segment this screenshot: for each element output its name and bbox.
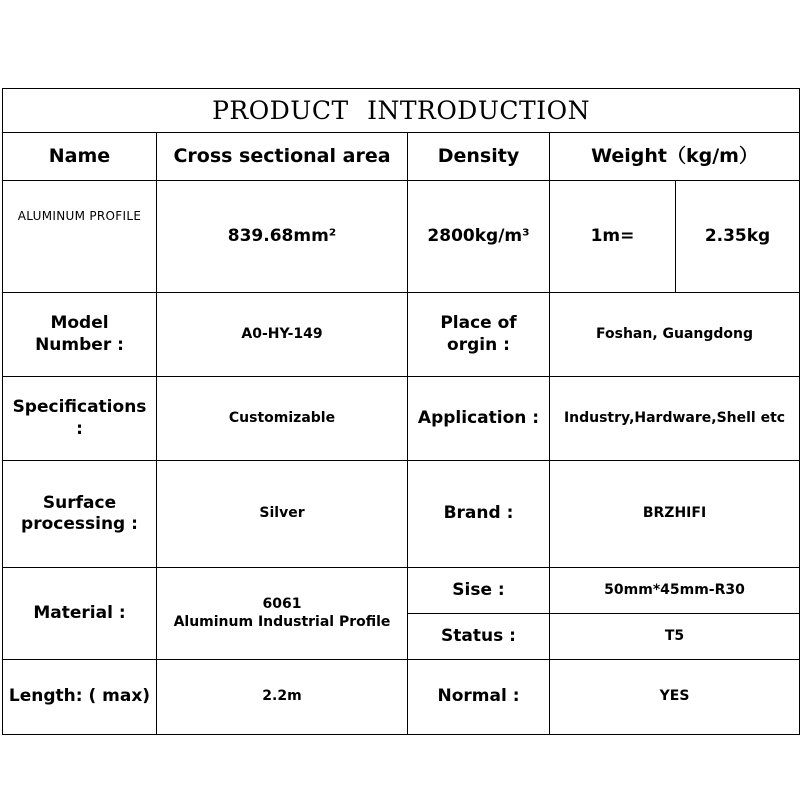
place-of-origin-label-line1: Place of	[440, 313, 517, 334]
header-cross-sectional-area: Cross sectional area	[157, 133, 408, 181]
model-number-label-line1: Model	[50, 313, 109, 334]
surface-processing-label	[3, 461, 157, 568]
header-name: Name	[3, 133, 157, 181]
table-title: PRODUCT INTRODUCTION	[3, 89, 800, 133]
surface-processing-value: Silver	[157, 461, 408, 568]
header-weight: Weight（kg/m）	[550, 133, 800, 181]
length-max-value: 2.2m	[157, 660, 408, 735]
normal-value: YES	[550, 660, 800, 735]
product-name: ALUMINUM PROFILE	[3, 181, 157, 293]
material-label: Material :	[3, 568, 157, 660]
length-max-label: Length: ( max)	[3, 660, 157, 735]
status-value: T5	[550, 614, 800, 660]
normal-label: Normal :	[408, 660, 550, 735]
application-label: Application :	[408, 377, 550, 461]
specifications-value: Customizable	[157, 377, 408, 461]
product-introduction-sheet	[2, 88, 799, 706]
model-number-label	[3, 293, 157, 377]
place-of-origin-label	[408, 293, 550, 377]
brand-label: Brand :	[408, 461, 550, 568]
material-value-line2: Aluminum Industrial Profile	[173, 613, 391, 630]
size-label: Sise :	[408, 568, 550, 614]
application-value: Industry,Hardware,Shell etc	[550, 377, 800, 461]
model-number-label-line2: Number :	[35, 334, 124, 355]
cross-sectional-area-value: 839.68mm²	[157, 181, 408, 293]
specifications-label: Specifications :	[3, 377, 157, 461]
model-number-value: A0-HY-149	[157, 293, 408, 377]
material-value	[157, 568, 408, 660]
header-density: Density	[408, 133, 550, 181]
surface-processing-label-line1: Surface	[42, 492, 117, 513]
place-of-origin-label-line2: orgin :	[447, 334, 510, 355]
weight-value: 2.35kg	[676, 181, 800, 293]
density-value: 2800kg/m³	[408, 181, 550, 293]
surface-processing-label-line2: processing :	[21, 514, 138, 534]
size-value: 50mm*45mm-R30	[550, 568, 800, 614]
place-of-origin-value: Foshan, Guangdong	[550, 293, 800, 377]
brand-value: BRZHIFI	[550, 461, 800, 568]
status-label: Status :	[408, 614, 550, 660]
material-value-line1: 6061	[262, 596, 302, 612]
weight-length-value: 1m=	[550, 181, 676, 293]
product-table	[2, 88, 800, 735]
